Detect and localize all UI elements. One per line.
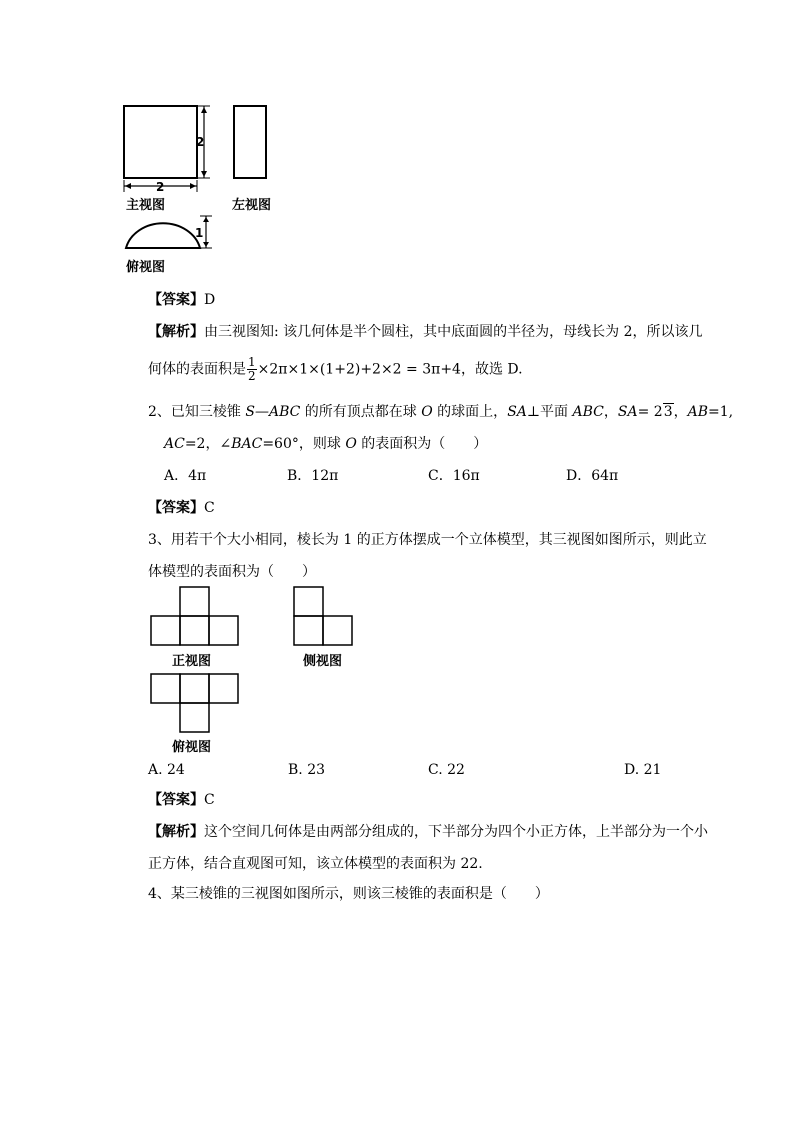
q3-option-a[interactable]: A. 24 [148, 762, 185, 778]
analysis-text: 由三视图知: 该几何体是半个圆柱，其中底面圆的半径为，母线长为 2，所以该几 [204, 324, 703, 340]
q1-answer [148, 290, 215, 310]
top-view-semicircle [126, 223, 200, 248]
answer-label: 【答案】 [148, 792, 204, 808]
answer-value: C [204, 500, 215, 516]
q3-option-b[interactable]: B. 23 [288, 762, 326, 778]
caption-left-view: 左视图 [232, 198, 272, 213]
q2-stem-line2: AC=2，∠BAC=60°，则球 O 的表面积为（ ） [164, 436, 488, 452]
q2-answer [148, 498, 215, 518]
fraction-denominator: 2 [248, 369, 256, 383]
dim-width-label: 2 [156, 180, 165, 194]
q2-option-a[interactable]: A．4π [164, 468, 207, 484]
q2-option-b[interactable]: B．12π [287, 468, 339, 484]
dim-height-label: 2 [196, 135, 205, 149]
caption-top-view: 俯视图 [126, 260, 166, 275]
analysis-label: 【解析】 [148, 324, 204, 340]
formula-text: ×2π×1×(1+2)+2×2 = 3π+4 [257, 361, 461, 378]
q1-analysis-line2 [148, 356, 523, 383]
answer-value: D [204, 292, 216, 308]
q4-stem-line1: 4、某三棱锥的三视图如图所示，则该三棱锥的表面积是（ ） [148, 886, 549, 902]
fraction [247, 356, 257, 383]
q2-option-d[interactable]: D．64π [566, 468, 619, 484]
q2-stem-line1: 2、已知三棱锥 S—ABC 的所有顶点都在球 O 的球面上，SA⊥平面 ABC，SA= 23，AB=1, [148, 404, 734, 420]
caption-top-view: 俯视图 [172, 740, 212, 755]
three-view-figure-1 [118, 100, 288, 280]
q3-analysis-line2: 正方体，结合直观图可知，该立体模型的表面积为 22. [148, 856, 483, 872]
q3-stem-line1: 3、用若干个大小相同，棱长为 1 的正方体摆成一个立体模型，其三视图如图所示，则此立 [148, 532, 707, 548]
caption-front-view: 主视图 [126, 198, 166, 213]
left-view-rect [234, 106, 266, 178]
analysis-text: 何体的表面积是 [148, 361, 246, 378]
q3-stem-line2: 体模型的表面积为（ ） [148, 564, 316, 580]
analysis-text: 这个空间几何体是由两部分组成的，下半部分为四个小正方体，上半部分为一个小 [204, 824, 708, 840]
q3-option-c[interactable]: C. 22 [428, 762, 465, 778]
analysis-text: ，故选 D. [460, 361, 523, 378]
q1-analysis-line1 [148, 322, 703, 342]
answer-value: C [204, 792, 215, 808]
front-view-rect [124, 106, 197, 178]
q3-analysis-line1 [148, 822, 708, 842]
caption-side-view: 侧视图 [303, 654, 343, 669]
fraction-numerator: 1 [248, 355, 256, 369]
dim-depth-label: 1 [195, 226, 204, 240]
q3-option-d[interactable]: D. 21 [624, 762, 662, 778]
answer-label: 【答案】 [148, 292, 204, 308]
answer-label: 【答案】 [148, 500, 204, 516]
analysis-label: 【解析】 [148, 824, 204, 840]
sqrt-radicand: 3 [663, 404, 673, 420]
caption-front-view: 正视图 [172, 654, 212, 669]
q2-option-c[interactable]: C．16π [428, 468, 480, 484]
q3-answer [148, 790, 215, 810]
